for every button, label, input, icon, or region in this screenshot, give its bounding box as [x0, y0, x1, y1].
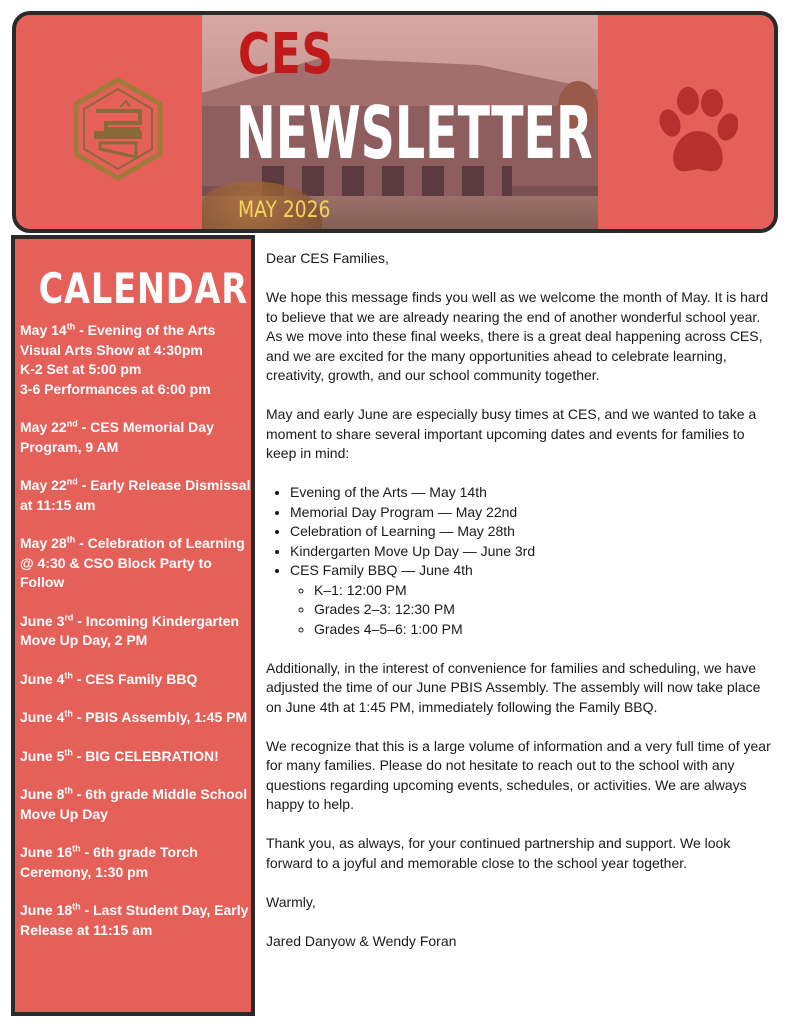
letter-body — [266, 249, 772, 971]
calendar-sidebar — [11, 235, 255, 1016]
list-item: • Evening of the Arts — May 14th — [290, 483, 772, 503]
event-text: - CES Memorial Day Program, 9 AM — [20, 419, 214, 455]
event-date-suffix: th — [72, 843, 81, 854]
event-date-suffix: th — [64, 785, 73, 796]
letter-paragraph-1: We hope this message finds you well as we welcome the month of May. It is hard to believe that we are already nearing the end of another wonderful school year. As we move into these final weeks, there is a great deal happening across CES, and we are excited for the many opportunities ahead to celebrate learning, creativity, growth, and our school community together. — [266, 289, 769, 383]
list-item: • Celebration of Learning — May 28th — [290, 522, 772, 542]
list-item: • Kindergarten Move Up Day — June 3rd — [290, 542, 772, 562]
event-text: - 6th grade Middle School Move Up Day — [20, 786, 248, 822]
event-detail: K-2 Set at 5:00 pm — [20, 361, 142, 377]
calendar-event — [20, 708, 252, 728]
calendar-event — [20, 843, 252, 882]
event-date-suffix: rd — [64, 611, 74, 622]
school-name: CES — [238, 22, 334, 87]
event-date-suffix: nd — [66, 476, 78, 487]
list-item — [290, 561, 772, 639]
calendar-event — [20, 612, 252, 651]
letter-paragraph-3: Additionally, in the interest of convenience for families and scheduling, we have adjusted the time of our June PBIS Assembly. The assembly will now take place on June 4th at 1:45 PM, immediately following the Family BBQ. — [266, 659, 761, 715]
event-text: - 6th grade Torch Ceremony, 1:30 pm — [20, 844, 198, 880]
calendar-title: CALENDAR — [38, 264, 248, 313]
event-text: - Evening of the Arts Visual Arts Show at 4:30pm — [20, 322, 216, 358]
event-date-suffix: th — [66, 534, 76, 545]
school-logo-icon — [72, 77, 164, 181]
letter-signature: Jared Danyow & Wendy Foran — [266, 932, 457, 949]
newsletter-title: NEWSLETTER — [236, 91, 593, 175]
event-date-suffix: th — [64, 669, 73, 680]
event-date: June 18 — [20, 902, 73, 918]
calendar-event — [20, 901, 252, 940]
event-text: - Early Release Dismissal at 11:15 am — [20, 477, 251, 513]
event-date: June 8 — [20, 786, 65, 802]
event-text: - Last Student Day, Early Release at 11:15 am — [20, 902, 249, 938]
event-date-suffix: th — [66, 321, 76, 332]
event-date: May 14 — [20, 322, 67, 338]
event-date: May 28 — [20, 535, 67, 551]
list-item: • Memorial Day Program — May 22nd — [290, 503, 772, 523]
event-text: - Celebration of Learning @ 4:30 & CSO Block Party to Follow — [20, 535, 245, 590]
bbq-times-list — [290, 581, 772, 640]
event-date-suffix: th — [72, 901, 81, 912]
list-item: ◦ K–1: 12:00 PM — [314, 581, 772, 601]
letter-closing: Warmly, — [266, 893, 316, 910]
event-detail: 3-6 Performances at 6:00 pm — [20, 380, 211, 397]
list-item-text: CES Family BBQ — June 4th — [290, 562, 473, 578]
letter-greeting: Dear CES Families, — [266, 250, 389, 266]
event-text: - BIG CELEBRATION! — [72, 747, 219, 764]
letter-paragraph-5: Thank you, as always, for your continued partnership and support. We look forward to a joyful and memorable close to the school year together. — [266, 835, 731, 871]
calendar-event — [20, 476, 252, 515]
event-date: June 4 — [20, 709, 65, 725]
calendar-event — [20, 785, 252, 824]
event-text: - PBIS Assembly, 1:45 PM — [72, 709, 248, 725]
event-date-suffix: th — [64, 746, 73, 757]
calendar-event — [20, 534, 252, 593]
calendar-events — [20, 321, 252, 959]
event-date: June 5 — [20, 747, 65, 764]
event-date: June 4 — [20, 670, 65, 687]
events-list — [266, 483, 772, 639]
calendar-event — [20, 670, 252, 690]
header-banner — [12, 11, 778, 233]
paw-print-icon — [656, 87, 738, 179]
event-date-suffix: th — [64, 708, 73, 719]
event-text: - Incoming Kindergarten Move Up Day, 2 PM — [20, 612, 240, 648]
event-date: May 22 — [20, 419, 67, 435]
event-date: May 22 — [20, 477, 67, 493]
list-item: ◦ Grades 2–3: 12:30 PM — [314, 600, 772, 620]
calendar-event — [20, 418, 252, 457]
issue-month: MAY 2026 — [238, 198, 331, 223]
letter-paragraph-4: We recognize that this is a large volume of information and a very full time of year for many families. Please do not hesitate to reach out to the school with any questions regarding upcoming events, schedules, or activities. We are always happy to help. — [266, 737, 771, 812]
event-date: June 16 — [20, 844, 73, 860]
event-date-suffix: nd — [66, 418, 78, 429]
letter-paragraph-2: May and early June are especially busy times at CES, and we wanted to take a moment to share several important upcoming dates and events for families to keep in mind: — [266, 406, 757, 461]
calendar-event — [20, 747, 252, 767]
list-item: ◦ Grades 4–5–6: 1:00 PM — [314, 620, 772, 640]
event-date: June 3 — [20, 612, 65, 629]
calendar-event — [20, 321, 252, 399]
event-text: - CES Family BBQ — [72, 670, 198, 687]
